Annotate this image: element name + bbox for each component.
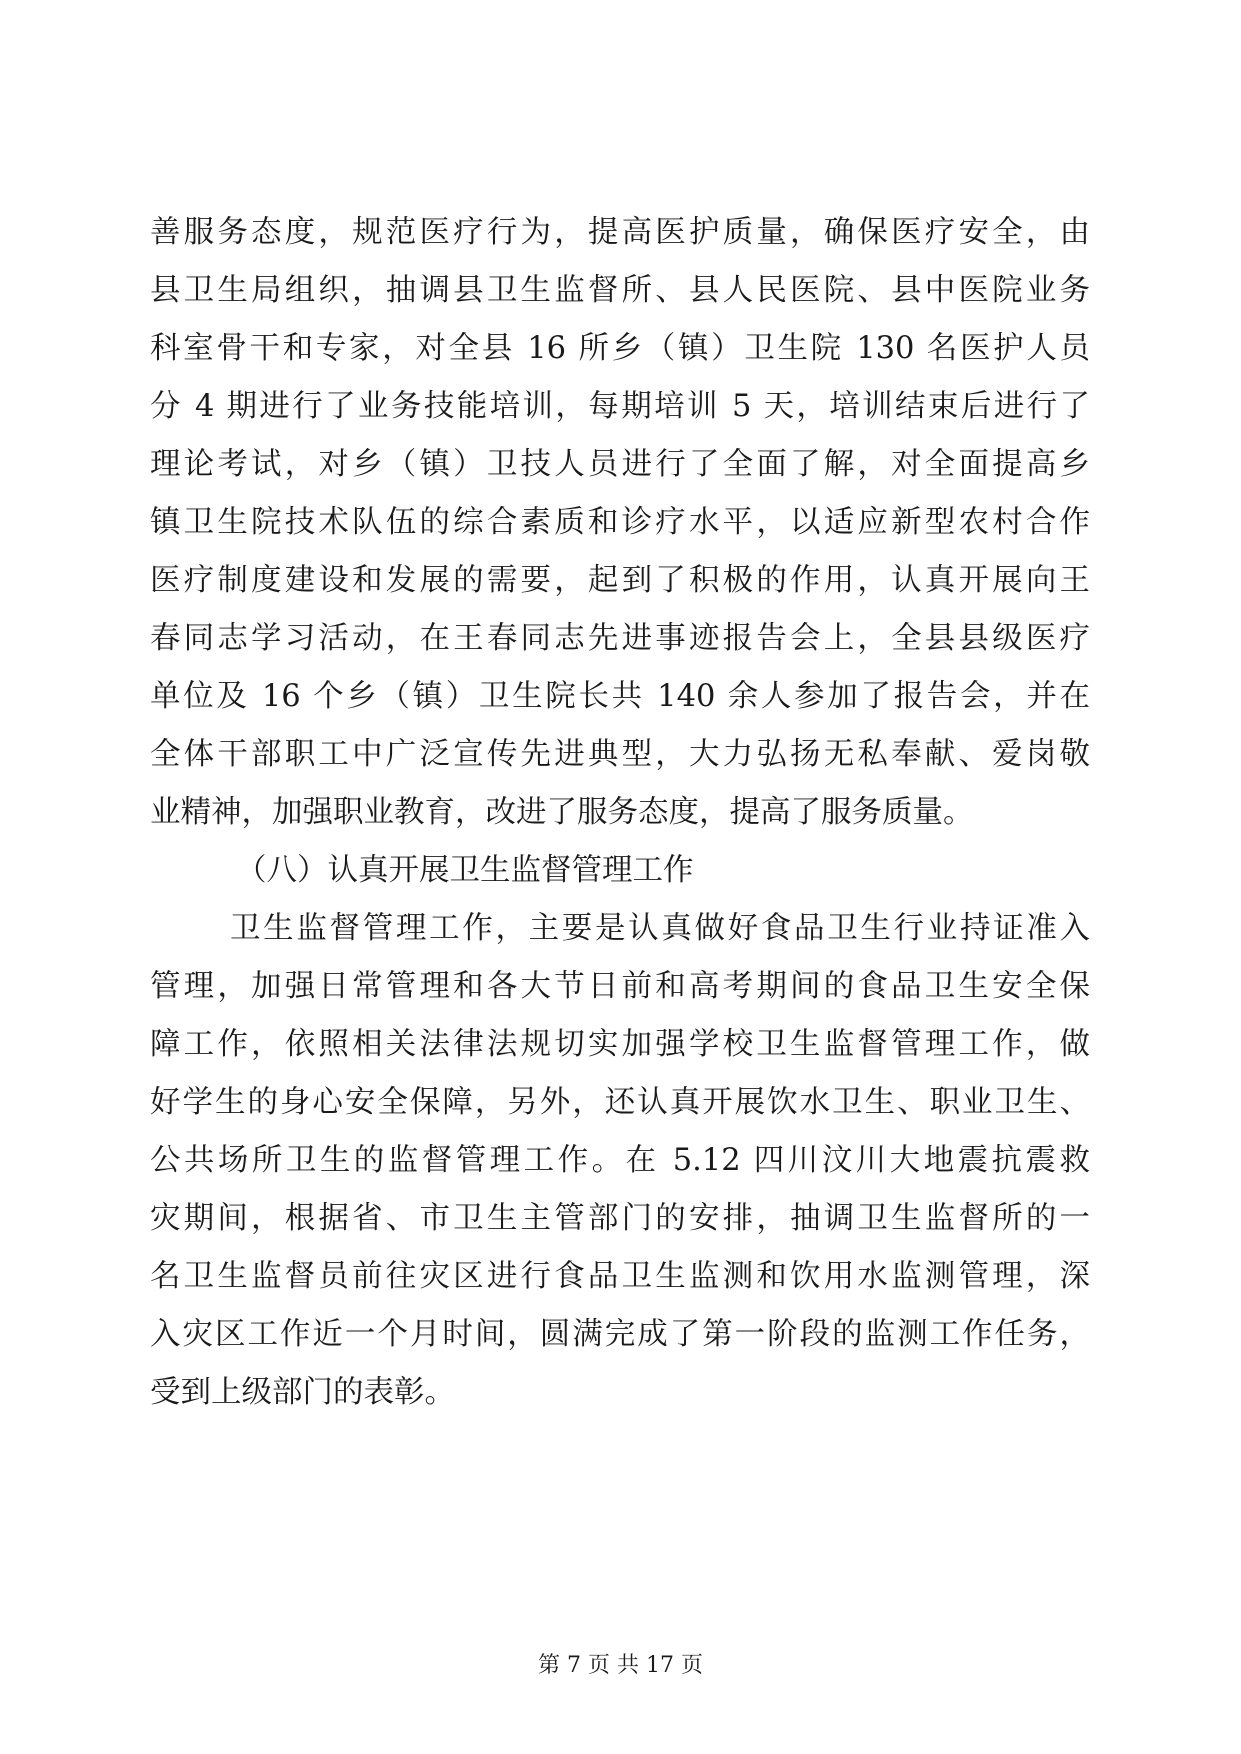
body-text-line: 分 4 期进行了业务技能培训，每期培训 5 天，培训结束后进行了 bbox=[150, 389, 1090, 424]
body-text-line: 名卫生监督员前往灾区进行食品卫生监测和饮用水监测管理，深 bbox=[150, 1259, 1090, 1294]
body-text-line: 灾期间，根据省、市卫生主管部门的安排，抽调卫生监督所的一 bbox=[150, 1201, 1090, 1236]
section-heading: （八）认真开展卫生监督管理工作 bbox=[236, 853, 694, 888]
body-text-line: 全体干部职工中广泛宣传先进典型，大力弘扬无私奉献、爱岗敬 bbox=[150, 737, 1090, 772]
body-text-line: 受到上级部门的表彰。 bbox=[150, 1375, 455, 1410]
body-text-line: 管理，加强日常管理和各大节日前和高考期间的食品卫生安全保 bbox=[150, 969, 1090, 1004]
body-text-line: 善服务态度，规范医疗行为，提高医护质量，确保医疗安全，由 bbox=[150, 215, 1090, 250]
body-text-line: 镇卫生院技术队伍的综合素质和诊疗水平，以适应新型农村合作 bbox=[150, 505, 1090, 540]
body-text-line: 好学生的身心安全保障，另外，还认真开展饮水卫生、职业卫生、 bbox=[150, 1085, 1090, 1120]
body-text-line: 公共场所卫生的监督管理工作。在 5.12 四川汶川大地震抗震救 bbox=[150, 1143, 1090, 1178]
body-text-line: 科室骨干和专家，对全县 16 所乡（镇）卫生院 130 名医护人员 bbox=[150, 331, 1090, 366]
body-text-line: 理论考试，对乡（镇）卫技人员进行了全面了解，对全面提高乡 bbox=[150, 447, 1090, 482]
body-text-line: 春同志学习活动，在王春同志先进事迹报告会上，全县县级医疗 bbox=[150, 621, 1090, 656]
body-text-line: 单位及 16 个乡（镇）卫生院长共 140 余人参加了报告会，并在 bbox=[150, 679, 1090, 714]
page-number-footer: 第 7 页 共 17 页 bbox=[538, 1653, 703, 1678]
body-text-line: 业精神，加强职业教育，改进了服务态度，提高了服务质量。 bbox=[150, 795, 974, 830]
body-text-line: 医疗制度建设和发展的需要，起到了积极的作用，认真开展向王 bbox=[150, 563, 1090, 598]
body-text-line: 入灾区工作近一个月时间，圆满完成了第一阶段的监测工作任务， bbox=[150, 1317, 1090, 1352]
body-text-line: 县卫生局组织，抽调县卫生监督所、县人民医院、县中医院业务 bbox=[150, 273, 1090, 308]
body-text-line: 卫生监督管理工作，主要是认真做好食品卫生行业持证准入 bbox=[230, 911, 1090, 946]
body-text-line: 障工作，依照相关法律法规切实加强学校卫生监督管理工作，做 bbox=[150, 1027, 1090, 1062]
